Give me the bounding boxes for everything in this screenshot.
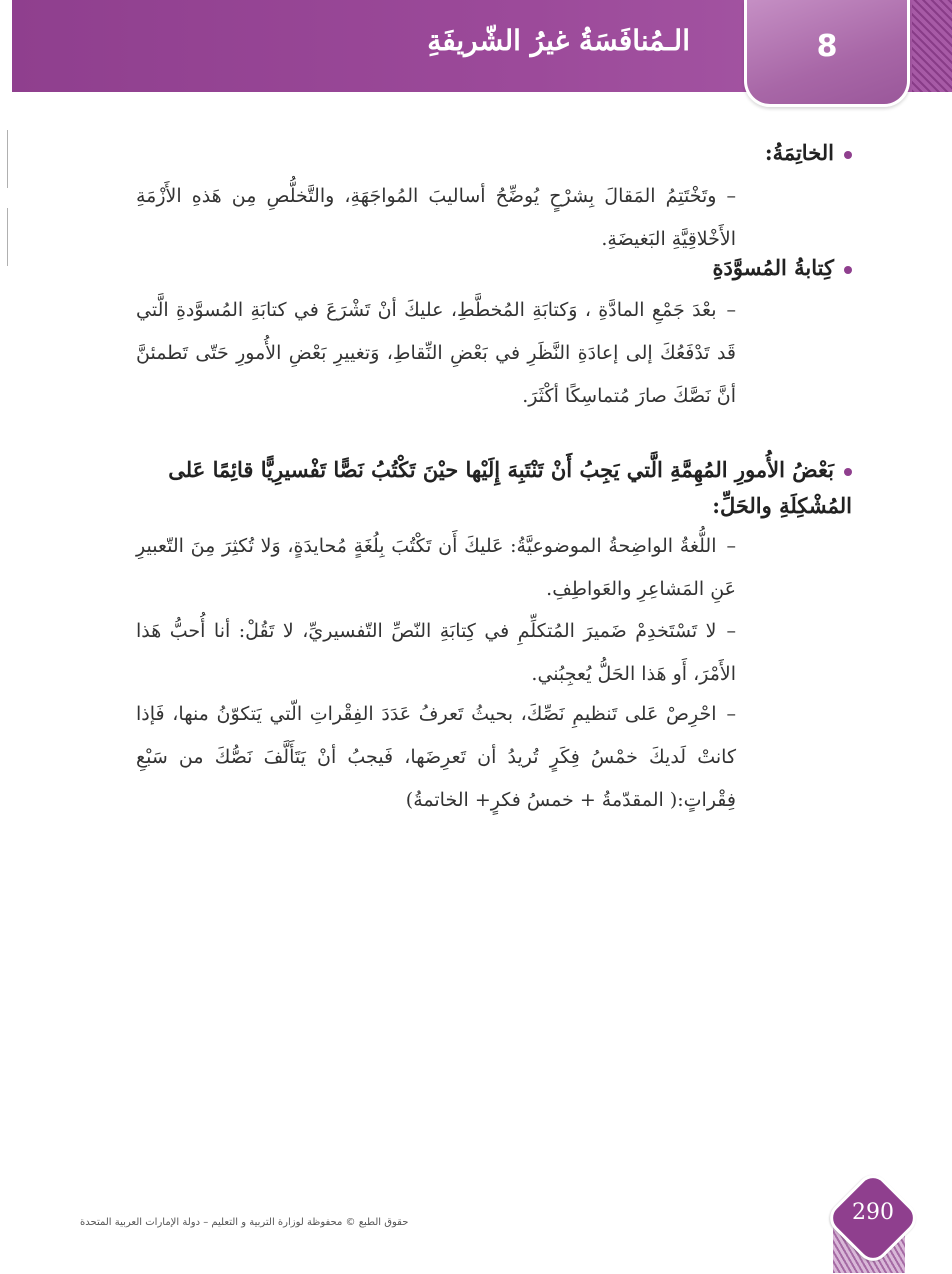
conclusion-item: –وتَخْتَتِمُ المَقالَ بِشرْحٍ يُوضِّحُ أساليبَ المُواجَهَةِ، والتَّخلُّصِ مِن هَذهِ الأَزْمَةِ الأَخْلاقِيَّةِ البَغيضَةِ. bbox=[136, 185, 736, 250]
bullet-icon bbox=[844, 468, 852, 476]
dash-icon: – bbox=[726, 185, 736, 207]
conclusion-heading: الخاتِمَةُ: bbox=[765, 140, 852, 165]
important-point-item: –اللُّغةُ الواضِحةُ الموضوعيَّةُ: عَليكَ أَن تَكْتُبَ بِلُغَةٍ مُحايدَةٍ، وَلا تُكثِرَ مِنَ التّعبيرِ عَنِ المَشاعِرِ والعَواطِفِ. bbox=[136, 535, 736, 600]
bullet-icon bbox=[844, 266, 852, 274]
dash-icon: – bbox=[726, 299, 736, 321]
draft-item: –بعْدَ جَمْعِ المادَّةِ ، وَكتابَةِ المُخطَّطِ، عليكَ أنْ تَشْرَعَ في كتابَةِ المُسوَّدةِ الَّتي قَد تَدْفَعُكَ إلى إعادَةِ النَّظَرِ في بَعْضِ النِّقاطِ، وَتغييرِ بَعْضِ الأُمورِ حَتّى تَطمئنَّ أنَّ نَصَّكَ صارَ مُتماسِكًا أكْثَرَ. bbox=[136, 299, 736, 407]
dash-icon: – bbox=[726, 620, 736, 642]
chapter-title: الـمُنافَسَةُ غيرُ الشّريفَةِ bbox=[427, 24, 690, 57]
important-points-heading: بَعْضُ الأُمورِ المُهِمَّةِ الَّتي يَجِبُ أَنْ تَنْتَبِهَ إِلَيْها حيْنَ تَكْتُبُ نَصًّا تَفْسيرِيًّا قائِمًا عَلى المُشْكِلَةِ والحَلِّ: bbox=[168, 457, 852, 518]
important-point-item: –لا تَسْتَخدِمْ ضَميرَ المُتكلِّمِ في كِتابَةِ النّصِّ التّفسيريِّ، لا تَقُلْ: أنا أُحبُّ هَذا الأَمْرَ، أَو هَذا الحَلُّ يُعجِبُني. bbox=[136, 620, 736, 685]
dash-icon: – bbox=[726, 535, 736, 557]
page-number: 290 bbox=[852, 1200, 894, 1225]
dash-icon: – bbox=[726, 703, 736, 725]
chapter-number: 8 bbox=[816, 28, 838, 64]
copyright-footer: حقوق الطبع © محفوظة لوزارة التربية و التعليم – دولة الإمارات العربية المتحدة bbox=[80, 1217, 409, 1228]
important-point-item: –احْرِصْ عَلى تَنظيمِ نَصِّكَ، بحيثُ تَعرفُ عَدَدَ الفِقْراتِ الّتي يَتكوّنُ منها، فَإذا كانتْ لَديكَ خمْسُ فِكَرٍ تُريدُ أن تَعرِضَها، فَيجبُ أنْ يَتَأَلَّفَ نَصُّكَ من سَبْعِ فِقْراتٍ:( المقدّمةُ + خمسُ فكرٍ+ الخاتمةُ) bbox=[136, 703, 736, 811]
draft-heading: كِتابةُ المُسوَّدَةِ bbox=[713, 255, 852, 280]
bullet-icon bbox=[844, 151, 852, 159]
